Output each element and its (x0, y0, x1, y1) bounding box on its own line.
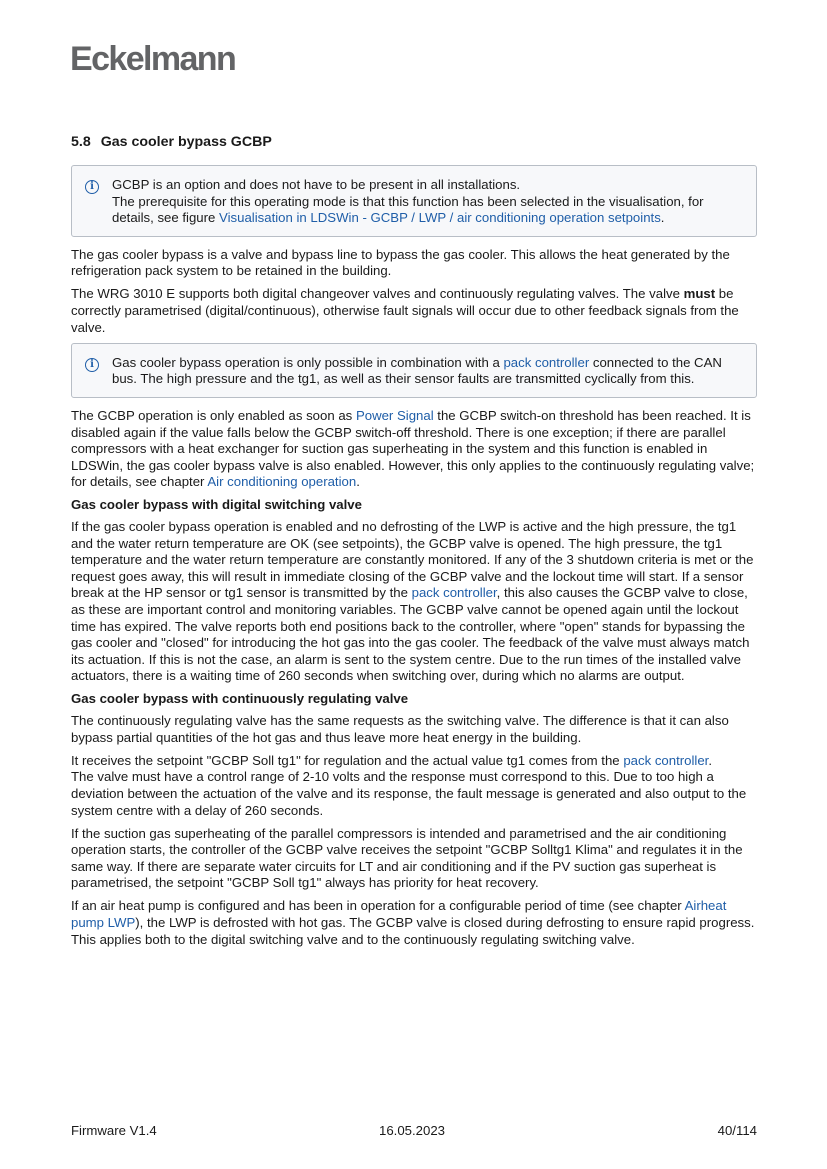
section-heading (71, 133, 757, 151)
body-text: If the gas cooler bypass operation is enabled and no defrosting of the LWP is active and the high pressure, the tg1 and the water return temperature are OK (see setpoints), the GCBP valve is opened. The high pressure, the tg1 temperature and the water return temperature are constantly monitored. If any of the 3 shutdown criteria is met or the request goes away, this will result in immediate closing of the GCBP valve and the lockout time will start. If a sensor break at the HP sensor or tg1 sensor is transmitted by the (71, 519, 754, 601)
cross-reference-link[interactable]: Airheat pump LWP (71, 898, 727, 931)
paragraph (71, 408, 757, 491)
paragraph (71, 898, 757, 948)
body-text: connected to the CAN bus. The high pressure and the tg1, as well as their sensor faults are transmitted cyclically from this. (112, 354, 722, 387)
body-text: It receives the setpoint "GCBP Soll tg1" for regulation and the actual value tg1 comes from the (71, 752, 624, 768)
body-text: . (356, 474, 360, 490)
info-icon: i (85, 180, 99, 194)
info-note (71, 343, 757, 398)
paragraph (71, 247, 757, 280)
section-number: 5.8 (71, 134, 91, 150)
info-note (71, 165, 757, 237)
body-text: be correctly parametrised (digital/continuous), otherwise fault signals will occur due to other feedback signals from the valve. (71, 286, 739, 335)
body-text: GCBP is an option and does not have to be present in all installations. (112, 177, 521, 192)
body-text: The continuously regulating valve has the same requests as the switching valve. The difference is that it can also bypass partial quantities of the hot gas and thus leave more heat energy in the building. (71, 713, 729, 745)
body-text: If the suction gas superheating of the parallel compressors is intended and parametrised and the air conditioning operation starts, the controller of the GCBP valve receives the setpoint "GCBP Solltg1 Klima" and regulates it in the same way. If there are separate water circuits for LT and air conditioning and if the PV suction gas superheat is parametrised, the setpoint "GCBP Soll tg1" always has priority for heat recovery. (71, 825, 743, 891)
section-content (71, 165, 757, 948)
body-text: Gas cooler bypass with digital switching valve (71, 497, 362, 513)
body-text: If an air heat pump is configured and has been in operation for a configurable period of time (see chapter (71, 898, 685, 914)
subheading (71, 691, 757, 708)
cross-reference-link[interactable]: Power Signal (355, 407, 434, 423)
cross-reference-link[interactable]: pack controller (623, 752, 709, 768)
paragraph (71, 826, 757, 892)
cross-reference-link[interactable]: pack controller (503, 354, 590, 370)
paragraph (71, 713, 757, 746)
body-text: ), the LWP is defrosted with hot gas. The GCBP valve is closed during defrosting to ensure rapid progress. This applies both to the digital switching valve and to the continuously regulating switching valve. (71, 915, 755, 947)
body-text: . The valve must have a control range of 2-10 volts and the response must correspond to this. Due to too high a deviation between the actuation of the valve and its response, the fault message is generated and also output to the system centre with a delay of 260 seconds. (71, 752, 747, 818)
paragraph (71, 753, 757, 819)
document-body (71, 133, 757, 955)
note-text (112, 355, 744, 388)
body-text: Gas cooler bypass with continuously regulating valve (71, 691, 409, 707)
document-date: 16.05.2023 (379, 1123, 446, 1138)
section-title: Gas cooler bypass GCBP (100, 134, 272, 150)
body-text: The GCBP operation is only enabled as soon as (71, 407, 356, 423)
page-number: 40/114 (717, 1123, 757, 1138)
emphasis-text: must (683, 286, 716, 302)
body-text: The prerequisite for this operating mode is that this function has been selected in the visualisation, for details, see figure (112, 193, 704, 226)
cross-reference-link[interactable]: Air conditioning operation (207, 474, 357, 490)
eckelmann-logo: Eckelmann (70, 40, 236, 78)
note-text (112, 177, 744, 227)
body-text: . (660, 210, 665, 226)
info-icon: i (85, 358, 99, 372)
body-text: , this also causes the GCBP valve to close, as these are important control and monitoring variables. The GCBP valve cannot be opened again until the lockout time has expired. The valve reports both end positions back to the controller, where "open" stands for bypassing the gas cooler and "closed" for introducing the hot gas into the gas cooler. The feedback of the valve must always match its actuation. If this is not the case, an alarm is sent to the system centre. Due to the run times of the installed valve actuators, there is a waiting time of 260 seconds when switching over, during which no alarms are output. (71, 585, 750, 684)
body-text: The gas cooler bypass is a valve and bypass line to bypass the gas cooler. This allows the heat generated by the refrigeration pack system to be retained in the building. (71, 246, 730, 279)
cross-reference-link[interactable]: Visualisation in LDSWin - GCBP / LWP / air conditioning operation setpoints (219, 210, 661, 226)
body-text: the GCBP switch-on threshold has been reached. It is disabled again if the value falls below the GCBP switch-off threshold. There is one exception; if there are parallel compressors with a heat exchanger for suction gas superheating in the system and this function is enabled in LDSWin, the gas cooler bypass valve is also enabled. However, this only applies to the continuously regulating valve; for details, see chapter (71, 407, 755, 490)
cross-reference-link[interactable]: pack controller (411, 585, 497, 601)
body-text: Gas cooler bypass operation is only possible in combination with a (112, 354, 504, 370)
paragraph (71, 286, 757, 336)
paragraph (71, 519, 757, 685)
body-text: The WRG 3010 E supports both digital changeover valves and continuously regulating valves. The valve (71, 286, 684, 302)
subheading (71, 497, 757, 514)
firmware-version: Firmware V1.4 (71, 1123, 157, 1138)
